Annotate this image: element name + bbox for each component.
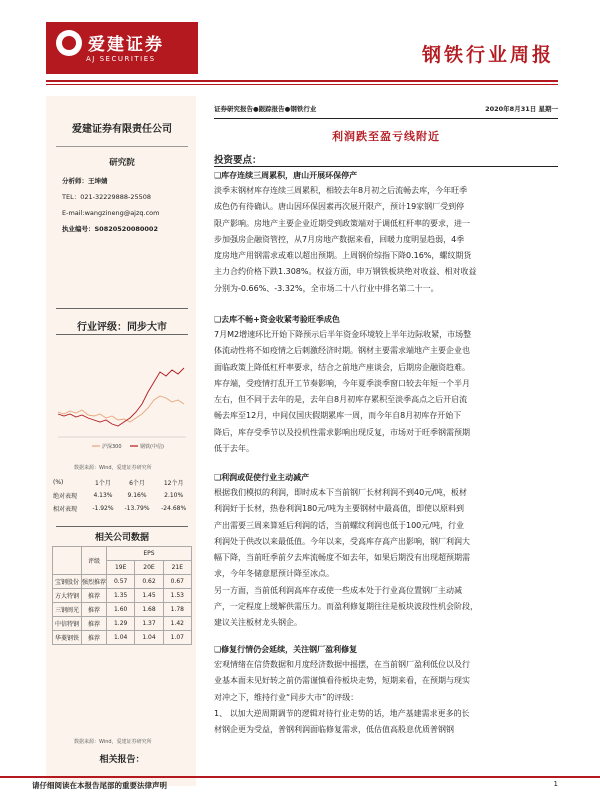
eps-cell: 1.35 <box>107 589 135 603</box>
perf-cell: -24.68% <box>161 505 187 512</box>
perf-header: 12个月 <box>163 480 184 487</box>
eps-company: 中信特钢 <box>53 617 82 631</box>
section-paragraph <box>214 485 558 632</box>
text-line: 根据我们模拟的利润，即时成本下当前钢厂长材利润不到40元/吨，板材 <box>214 488 467 497</box>
related-data-divider <box>56 526 188 527</box>
legend-label-csi300: 沪深300 <box>102 444 122 450</box>
text-line: 材钢企更为受益，普钢利润面临修复需求，低估值高股息优质普钢钢 <box>214 725 454 735</box>
text-line: 另一方面，当前低利润高库存或使一些成本处于行业高位置钢厂主动减 <box>214 585 462 595</box>
text-line: 步加强房企融资管控，从7月房地产数据来看，回暖力度明显趋弱，4季 <box>214 234 465 244</box>
eps-table-source: 数据来源：Wind，爱建证券研究所 <box>74 739 152 745</box>
industry-rating <box>52 318 192 333</box>
text-line: 库存端，受疫情打乱开工节奏影响，今年夏季淡季窗口较去年短一个半月 <box>214 378 470 388</box>
brand-mark-icon <box>56 30 82 56</box>
document-title: 利润跌至盈亏线附近 <box>332 130 440 143</box>
text-line: 7月M2增速环比开始下降预示后半年资金环境较上半年边际收紧，市场整 <box>214 330 472 339</box>
text-line: 左右，但不同于去年的是，去年自8月初库存累积至淡季高点之后开启流 <box>214 395 468 405</box>
rating-value: 同步大市 <box>127 322 167 333</box>
header-divider-thin <box>46 84 558 85</box>
text-line: 降后，库存受季节以及投机性需求影响出现反复，市场对于旺季钢需预期 <box>214 427 470 437</box>
analyst-label: 分析师： <box>62 177 88 185</box>
company-eps-table <box>52 546 192 645</box>
eps-row <box>53 589 192 603</box>
company-name: 爱建证券有限责任公司 <box>72 124 172 135</box>
related-data-title: 相关公司数据 <box>94 533 149 543</box>
report-category: 证券研究报告●跟踪报告●钢铁行业 <box>214 105 317 113</box>
eps-cell: 1.29 <box>107 617 135 631</box>
footer-divider <box>0 776 600 778</box>
report-title: 钢铁行业周报 <box>421 44 554 66</box>
eps-cell: 0.62 <box>135 575 163 589</box>
chart-source: 数据来源：Wind，爱建证券研究所 <box>74 465 152 471</box>
dept-name: 研究院 <box>109 158 135 168</box>
perf-cell: -13.79% <box>124 505 150 512</box>
section-heading: ❑利润或促使行业主动减产 <box>214 473 310 482</box>
section-paragraph <box>214 657 558 738</box>
eps-year: 20E <box>135 561 163 575</box>
eps-company: 方大特钢 <box>53 589 82 603</box>
related-reports-title: 相关报告： <box>99 755 145 765</box>
eps-cell: 1.78 <box>163 603 191 617</box>
eps-cell: 0.67 <box>163 575 191 589</box>
eps-cell: 1.53 <box>163 589 191 603</box>
section-heading: ❑修复行情仍会延续，关注钢厂盈利修复 <box>214 645 358 654</box>
perf-row-label: 绝对表现 <box>53 493 78 500</box>
text-line: 1、 以加大逆周期调节的逻辑对待行业走势的话，地产基建需求更多的长 <box>214 708 470 718</box>
investment-points-divider <box>214 166 558 167</box>
perf-header-row <box>52 476 192 489</box>
eps-cell: 1.68 <box>135 603 163 617</box>
eps-rating: 推荐 <box>82 589 107 603</box>
eps-row <box>53 575 192 589</box>
perf-header: 1个月 <box>95 480 111 487</box>
eps-cell: 1.07 <box>163 631 191 645</box>
text-line: 对冲之下，维持行业“同步大市”的评级： <box>214 692 359 702</box>
text-line: 畅去库至12月，中间仅国庆假期累库一周，而今年自8月初库存开始下 <box>214 411 462 421</box>
perf-row-absolute <box>52 489 192 502</box>
brand-name-en: AJ SECURITIES <box>86 55 156 63</box>
investment-points-title: 投资要点： <box>214 155 262 166</box>
eps-rating: 推荐 <box>82 603 107 617</box>
perf-header: 6个月 <box>129 480 145 487</box>
analyst-name: 王坤婧 <box>88 177 108 185</box>
text-line: 低于去年。 <box>214 444 254 454</box>
eps-row <box>53 603 192 617</box>
rating-divider <box>56 308 188 309</box>
eps-row <box>53 631 192 645</box>
section-heading: ❑库存连续三周累积，唐山开展环保停产 <box>214 171 358 180</box>
rating-divider-bottom <box>56 334 188 335</box>
text-line: 求，今年冬储意愿预计降至冰点。 <box>214 569 334 579</box>
text-line: 面临政策上降低杠杆率要求，结合之前地产座谈会，后期房企融资趋难。 <box>214 362 470 372</box>
text-line: 体流动性将不如疫情之后刺激经济时期。钢材主要需求端地产主要企业也 <box>214 346 470 356</box>
text-line: 建议关注板材龙头钢企。 <box>214 618 302 628</box>
analyst-tel: TEL：021-32229888-25508 <box>62 193 152 201</box>
perf-cell: 2.10% <box>164 492 184 499</box>
text-line: 利润处于供改以来最低值。今年以来，受高库存高产出影响，钢厂利润大 <box>214 536 470 546</box>
text-line: 产出需要三周来算延后利润的话，当前螺纹利润也低于100元/吨，行业 <box>214 520 464 530</box>
eps-cell: 1.37 <box>135 617 163 631</box>
header-divider <box>46 80 558 82</box>
sidebar-divider <box>56 146 188 147</box>
analyst-email[interactable]: E-mail:wangzineng@ajzq.com <box>62 209 160 217</box>
text-line: 度房地产用钢需求或难以超出预期。上周钢价综指下降0.16%，螺纹期货 <box>214 251 472 261</box>
text-line: 宏观情绪在信贷数据和月度经济数据中摇摆，在当前钢厂盈利低位以及行 <box>214 660 470 669</box>
text-line: 幅下降，当前旺季前夕去库流畅度不如去年，如果后期没有出现超预期需 <box>214 553 470 563</box>
eps-row <box>53 617 192 631</box>
legend-label-steel: 钢铁(中信) <box>140 444 164 450</box>
eps-rating: 强烈推荐 <box>82 575 107 589</box>
perf-row-label: 相对表现 <box>53 506 78 513</box>
perf-row-relative <box>52 502 192 515</box>
eps-group-header: EPS <box>107 547 192 561</box>
perf-header: (%) <box>53 479 64 486</box>
eps-cell: 1.45 <box>135 589 163 603</box>
eps-header-row <box>53 547 192 561</box>
eps-rating: 推荐 <box>82 631 107 645</box>
text-line: 利润好于长材，热卷利润180元/吨为主要钢材中最高值，即使以原料到 <box>214 504 464 514</box>
eps-cell: 1.04 <box>135 631 163 645</box>
analyst-cert: 执业编号：S0820520080002 <box>62 225 158 233</box>
report-date: 2020年8月31日 星期一 <box>485 105 558 113</box>
eps-cell: 0.57 <box>107 575 135 589</box>
text-line: 分别为-0.66%、-3.32%，全市场二十八行业中排名第二十一。 <box>214 283 439 293</box>
section-paragraph <box>214 183 558 297</box>
eps-cell: 1.42 <box>163 617 191 631</box>
rating-label: 行业评级： <box>77 322 127 333</box>
perf-cell: -1.92% <box>92 505 114 512</box>
eps-company: 三钢闽光 <box>53 603 82 617</box>
eps-year: 21E <box>163 561 191 575</box>
performance-table <box>52 476 192 515</box>
brand-name-cn: 爱建证券 <box>88 35 164 55</box>
text-line: 限产影响。房地产主要企业近期受到政策端对于调低杠杆率的要求，进一 <box>214 218 470 228</box>
text-line: 主力合约价格下跌1.308%。权益方面，申万钢铁板块绝对收益、相对收益 <box>214 267 477 277</box>
meta-divider <box>214 118 558 119</box>
page-number: 1 <box>553 780 558 788</box>
text-line: 成色仍有待确认。唐山因环保因素再次展开限产，预计19家钢厂受到停 <box>214 202 465 212</box>
perf-cell: 9.16% <box>127 492 147 499</box>
eps-company: 宝钢股份 <box>53 575 82 589</box>
price-chart <box>52 342 192 460</box>
eps-cell: 1.60 <box>107 603 135 617</box>
text-line: 产，一定程度上缓解供需压力。而盈利修复期往往是板块波段性机会阶段， <box>214 602 478 612</box>
text-line: 业基本面未见好转之前仍需谨慎看待板块走势，短期来看，在预期与现实 <box>214 676 470 686</box>
eps-rating: 推荐 <box>82 617 107 631</box>
legal-disclaimer-notice: 请仔细阅读在本报告尾部的重要法律声明 <box>32 781 167 790</box>
text-line: 淡季末钢材库存连续三周累积，相较去年8月初之后流畅去库，今年旺季 <box>214 186 468 195</box>
perf-cell: 4.13% <box>93 492 113 499</box>
eps-cell: 1.04 <box>107 631 135 645</box>
section-paragraph <box>214 327 558 457</box>
eps-company: 华菱钢铁 <box>53 631 82 645</box>
eps-rating-header: 评级 <box>82 547 107 575</box>
eps-year: 19E <box>107 561 135 575</box>
section-heading: ❑去库不畅+资金收紧考验旺季成色 <box>214 315 340 324</box>
analyst-line <box>62 176 108 187</box>
